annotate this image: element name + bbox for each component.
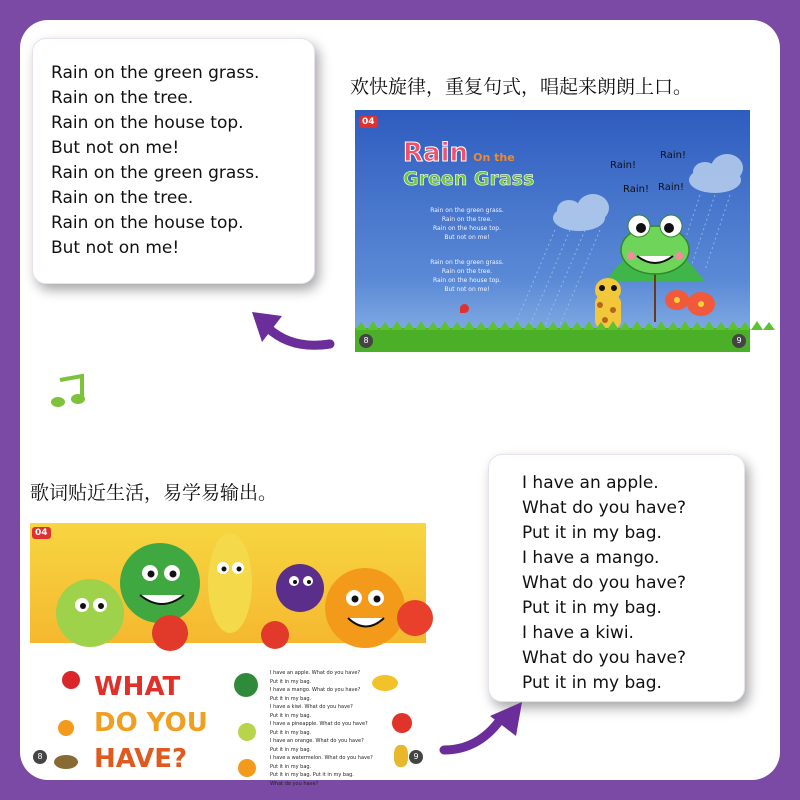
mini-lyric-line: I have a mango. What do you have?	[270, 687, 361, 693]
grass-strip	[355, 328, 750, 352]
lyric-line: But not on me!	[51, 238, 180, 258]
mini-lyric-line: I have a watermelon. What do you have?	[270, 755, 373, 761]
rain-label: Rain!	[623, 184, 649, 195]
mini-lyric-line: Rain on the green grass.	[430, 207, 504, 214]
fruit-book-page	[30, 523, 426, 787]
lyric-line: But not on me!	[51, 138, 180, 158]
orange-icon	[58, 720, 74, 736]
title-word-rain: Rain	[403, 138, 468, 168]
lyric-line: Rain on the green grass.	[51, 63, 260, 83]
lyrics-list-top	[51, 61, 314, 261]
mini-lyric-line: Put it in my bag.	[270, 695, 312, 702]
main-panel	[20, 20, 780, 787]
mini-lyric-line: I have an apple. What do you have?	[270, 670, 361, 676]
lyric-line: I have a mango.	[522, 548, 660, 568]
lyric-line: Put it in my bag.	[522, 598, 662, 618]
fruit-characters-illustration	[30, 523, 426, 653]
mini-lyric-line: Rain on the green grass.	[430, 259, 504, 266]
mini-lyric-line: But not on me!	[444, 286, 490, 293]
mini-lyric-line: Put it in my bag.	[270, 678, 312, 685]
mini-lyric-line: Put it in my bag.	[270, 729, 312, 736]
fruit-lyrics	[270, 669, 382, 788]
orange-icon	[238, 759, 256, 777]
title-line-have: HAVE?	[94, 744, 188, 774]
apple-icon	[392, 713, 412, 733]
lyric-line: What do you have?	[522, 648, 687, 668]
lyric-line: I have a kiwi.	[522, 623, 634, 643]
watermelon-icon	[234, 673, 258, 697]
page-number-left: 8	[33, 750, 47, 764]
lyric-line: Rain on the green grass.	[51, 163, 260, 183]
mini-lyric-line: I have a kiwi. What do you have?	[270, 704, 353, 710]
mini-lyric-line: Rain on the tree.	[441, 268, 493, 275]
lyric-line: Rain on the house top.	[51, 113, 244, 133]
rain-book-page	[355, 110, 750, 352]
mini-lyric-line: Rain on the tree.	[441, 216, 493, 223]
title-line-what: WHAT	[94, 672, 181, 702]
mini-lyric-line: What do you have?	[270, 780, 319, 787]
apple-icon	[62, 671, 80, 689]
lyrics-card-top	[32, 38, 315, 284]
caption-top: 欢快旋律，重复句式，唱起来朗朗上口。	[350, 76, 693, 98]
mini-lyric-line: But not on me!	[444, 234, 490, 241]
curved-arrow-icon	[246, 302, 346, 362]
title-green-grass: Green Grass	[403, 168, 535, 190]
page-tag: 04	[359, 116, 378, 128]
lyric-line: Rain on the tree.	[51, 188, 194, 208]
page-number-right: 9	[732, 334, 746, 348]
lyrics-card-bottom	[488, 454, 745, 702]
fruit-title	[94, 669, 208, 777]
lyric-line: What do you have?	[522, 498, 687, 518]
lyric-line: Put it in my bag.	[522, 673, 662, 693]
curved-arrow-icon	[434, 696, 534, 766]
page-number-left: 8	[359, 334, 373, 348]
lyric-line: I have an apple.	[522, 473, 659, 493]
pineapple-icon	[394, 745, 408, 767]
page-tag: 04	[32, 527, 51, 539]
mini-lyric-line: Put it in my bag.	[270, 763, 312, 770]
mini-lyric-line: Put it in my bag. Put it in my bag.	[270, 772, 354, 778]
lyric-line: Put it in my bag.	[522, 523, 662, 543]
frog-umbrella-illustration	[355, 110, 750, 352]
rain-label: Rain!	[610, 160, 636, 171]
lyric-line: Rain on the tree.	[51, 88, 194, 108]
lyrics-list-bottom	[522, 471, 744, 696]
mini-lyric-line: Put it in my bag.	[270, 712, 312, 719]
music-note-icon	[48, 372, 88, 412]
mini-lyric-line: I have a pineapple. What do you have?	[270, 721, 368, 727]
caption-bottom: 歌词贴近生活，易学易输出。	[30, 482, 278, 504]
pear-icon	[238, 723, 256, 741]
mini-lyric-line: Rain on the house top.	[433, 277, 501, 284]
mini-lyric-line: Rain on the house top.	[433, 225, 501, 232]
mini-lyric-line: Put it in my bag.	[270, 746, 312, 753]
kiwi-icon	[54, 755, 78, 769]
lyric-line: Rain on the house top.	[51, 213, 244, 233]
lyric-line: What do you have?	[522, 573, 687, 593]
rain-label: Rain!	[658, 182, 684, 193]
page-number-right: 9	[409, 750, 423, 764]
title-line-do-you: DO YOU	[94, 708, 208, 738]
mini-lyric-line: I have an orange. What do you have?	[270, 738, 364, 744]
rain-label: Rain!	[660, 150, 686, 161]
butterfly-icon	[665, 290, 715, 316]
title-on-the: On the	[473, 151, 515, 164]
